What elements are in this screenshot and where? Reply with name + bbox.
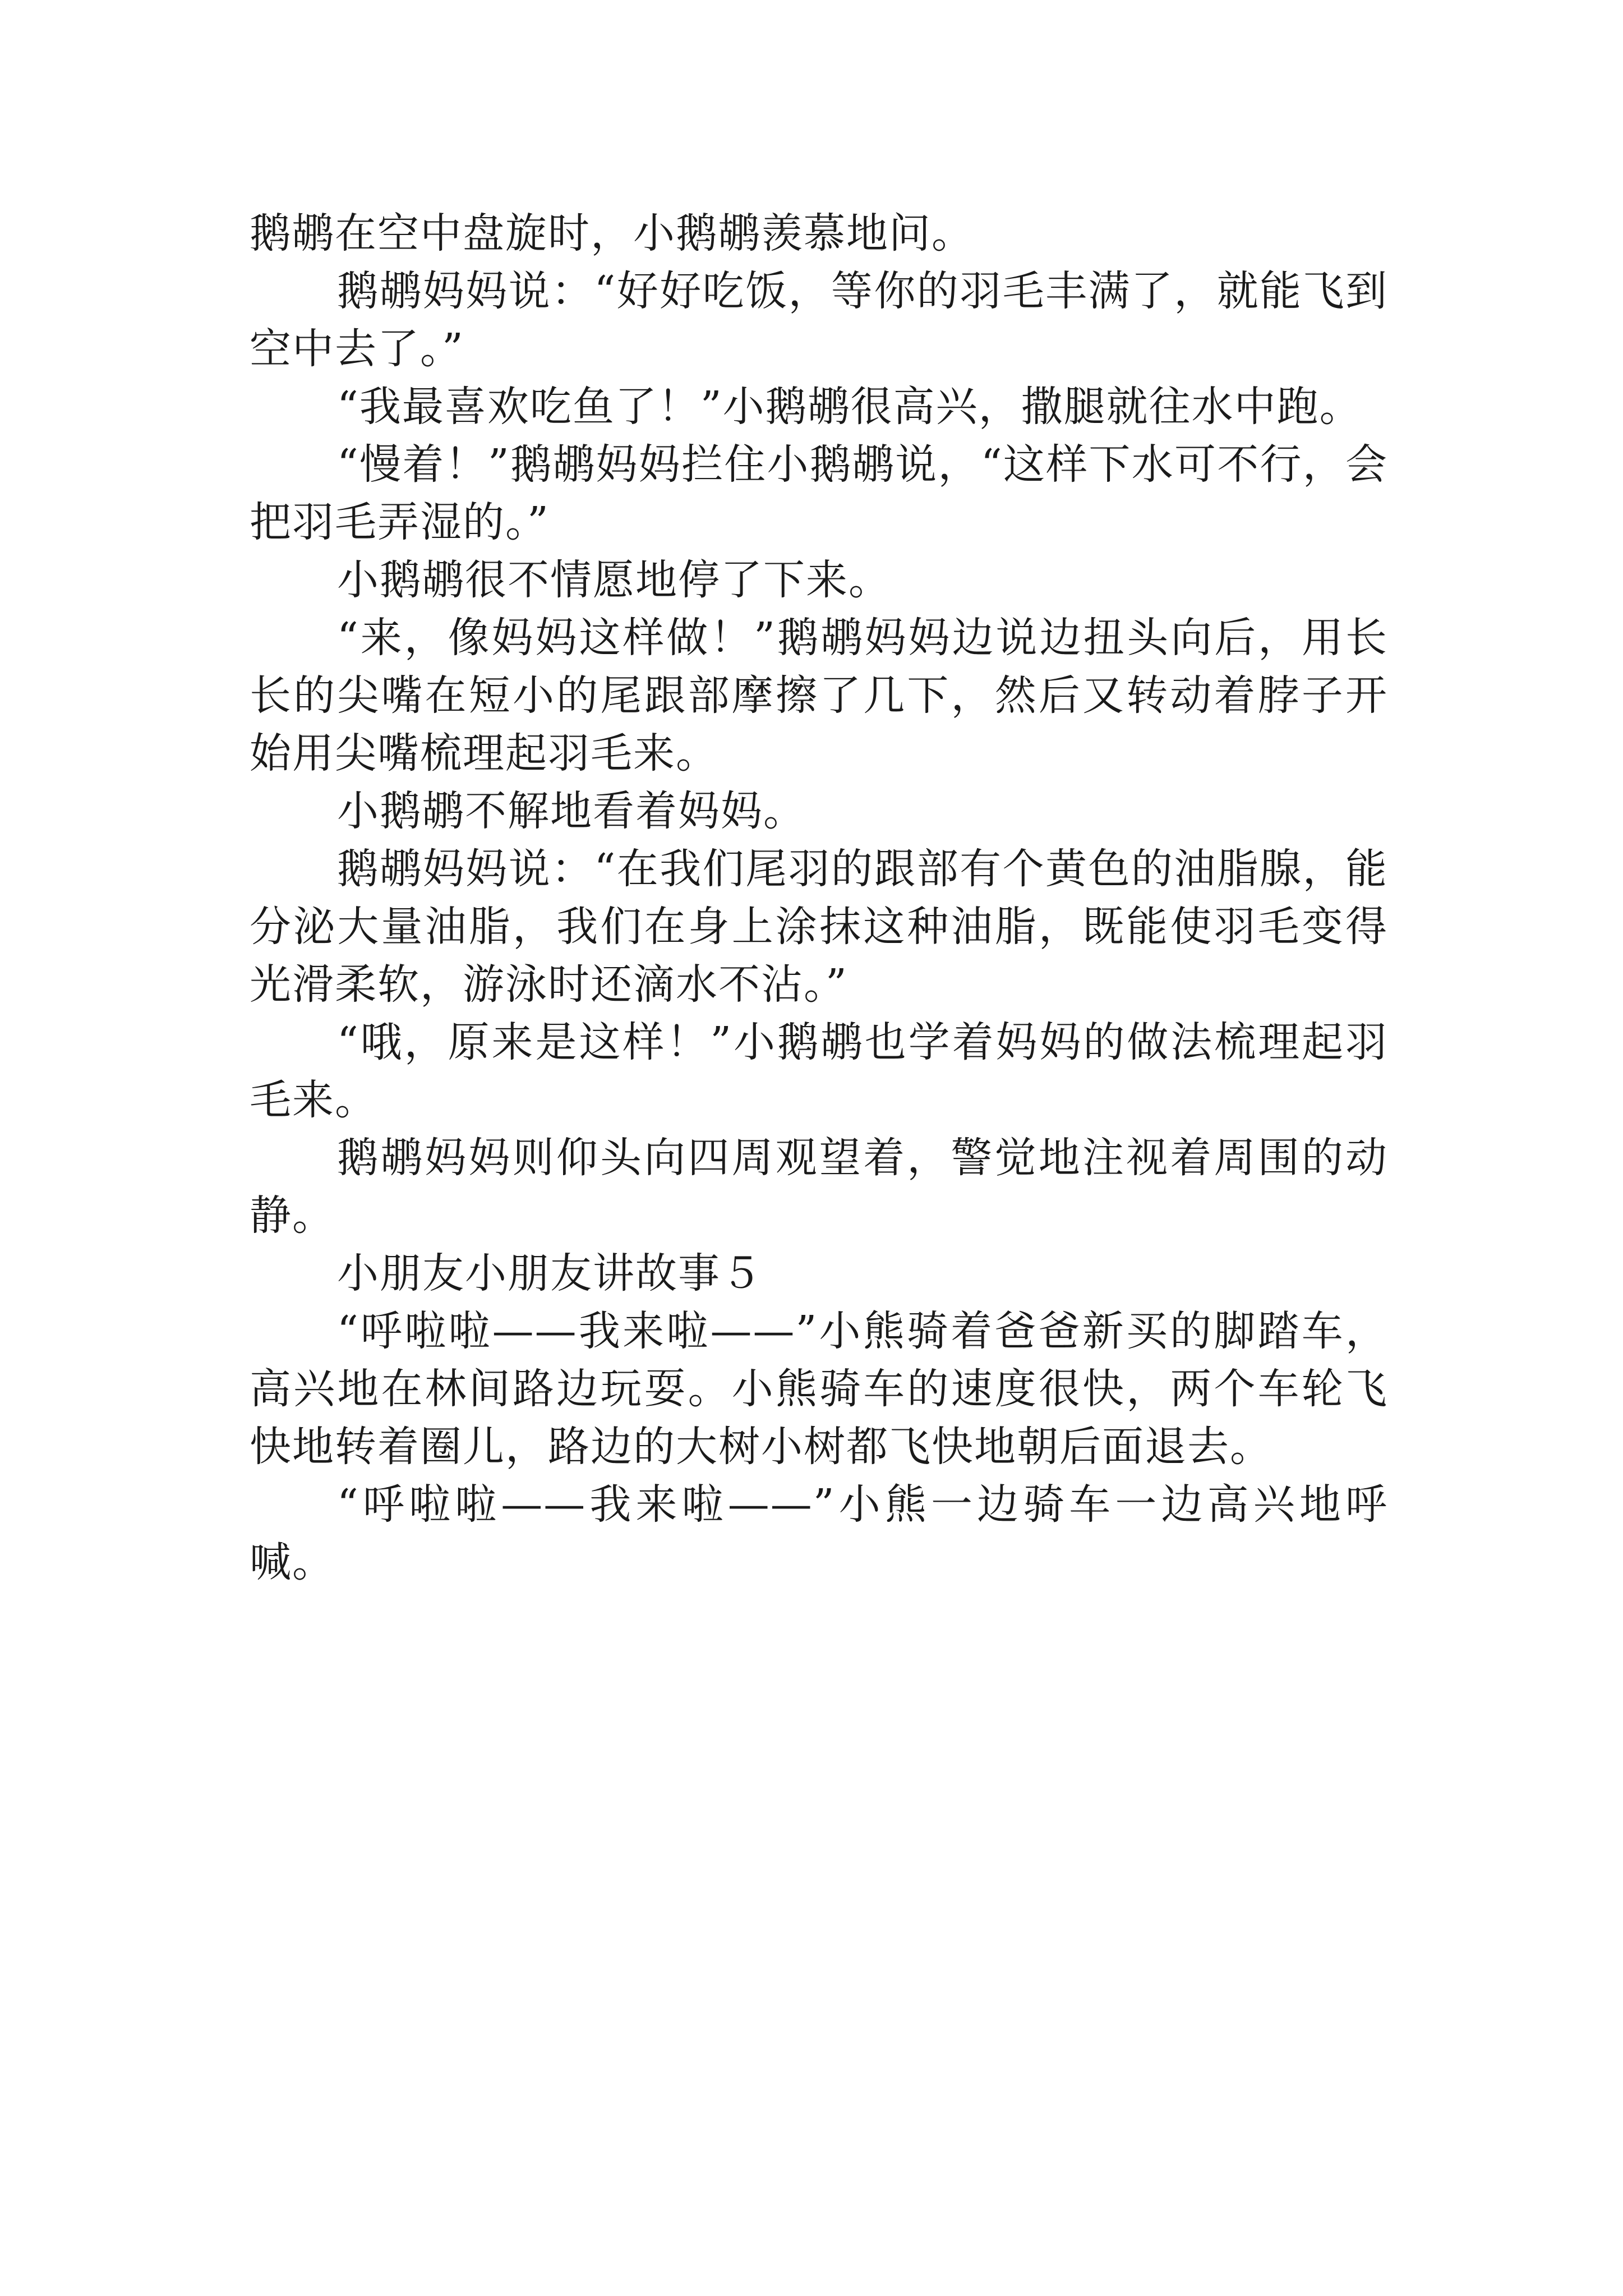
paragraph: “慢着！”鹅鹕妈妈拦住小鹅鹕说，“这样下水可不行，会把羽毛弄湿的。”: [250, 440, 1388, 546]
paragraph: 小鹅鹕很不情愿地停了下来。: [337, 556, 891, 604]
paragraph: “呼啦啦——我来啦——”小熊骑着爸爸新买的脚踏车，高兴地在林间路边玩耍。小熊骑车的速度很快，两个车轮飞快地转着圈儿，路边的大树小树都飞快地朝后面退去。: [250, 1307, 1388, 1471]
paragraph: “呼啦啦——我来啦——”小熊一边骑车一边高兴地呼喊。: [250, 1480, 1388, 1586]
paragraph: 小鹅鹕不解地看着妈妈。: [337, 787, 806, 835]
paragraph: “来，像妈妈这样做！”鹅鹕妈妈边说边扭头向后，用长长的尖嘴在短小的尾跟部摩擦了几下，然后又转动着脖子开始用尖嘴梳理起羽毛来。: [250, 614, 1388, 777]
document-body: [250, 205, 1388, 1591]
paragraph: “我最喜欢吃鱼了！”小鹅鹕很高兴，撒腿就往水中跑。: [337, 383, 1362, 431]
paragraph: 鹅鹕妈妈说：“好好吃饭，等你的羽毛丰满了，就能飞到空中去了。”: [250, 267, 1388, 373]
paragraph: 鹅鹕在空中盘旋时，小鹅鹕羡慕地问。: [250, 209, 974, 257]
paragraph: “哦，原来是这样！”小鹅鹕也学着妈妈的做法梳理起羽毛来。: [250, 1018, 1388, 1124]
paragraph: 鹅鹕妈妈说：“在我们尾羽的跟部有个黄色的油脂腺，能分泌大量油脂，我们在身上涂抹这种油脂，既能使羽毛变得光滑柔软，游泳时还滴水不沾。”: [250, 845, 1388, 1009]
section-heading: 小朋友小朋友讲故事５: [337, 1249, 763, 1297]
paragraph: 鹅鹕妈妈则仰头向四周观望着，警觉地注视着周围的动静。: [250, 1134, 1388, 1240]
